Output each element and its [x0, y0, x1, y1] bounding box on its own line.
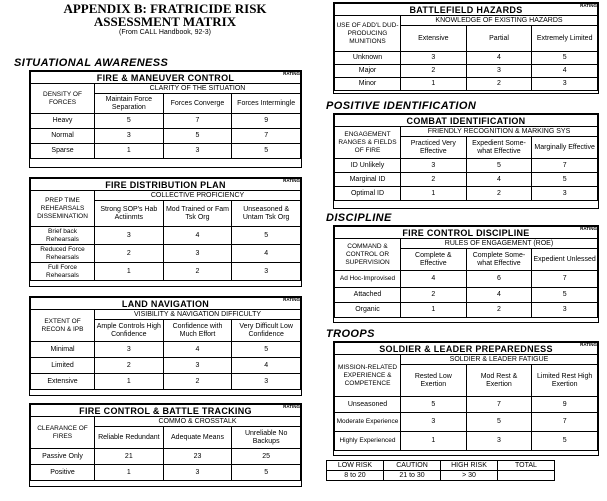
- row-label: Minor: [335, 78, 401, 91]
- rating-cell: 3: [95, 129, 164, 144]
- rating-cell: 2: [401, 173, 467, 187]
- matrix-header: SOLDIER & LEADER PREPAREDNESS: [335, 343, 598, 355]
- row-label: Passive Only: [31, 449, 95, 465]
- rating-cell: 7: [532, 413, 598, 432]
- row-label: Full Force Rehearsals: [31, 263, 95, 281]
- section-discipline: DISCIPLINE: [326, 212, 392, 224]
- column-header: Mod Trained or Fam Tsk Org: [163, 201, 232, 227]
- risk-legend: [326, 460, 555, 481]
- column-header: Unseasoned & Untam Tsk Org: [232, 201, 301, 227]
- row-label: Brief back Rehearsals: [31, 227, 95, 245]
- rating-cell: 5: [466, 413, 532, 432]
- matrix-subheader: COLLECTIVE PROFICIENCY: [95, 191, 301, 201]
- row-label: Optimal ID: [335, 187, 401, 201]
- column-header: Complete Some-what Effective: [466, 249, 532, 271]
- fire-maneuver-matrix: [29, 70, 302, 168]
- row-label: Organic: [335, 303, 401, 318]
- rating-cell: 3: [532, 303, 598, 318]
- row-label: USE OF ADD'L DUD-PRODUCING MUNITIONS: [335, 16, 401, 52]
- matrix-header: FIRE & MANEUVER CONTROL: [31, 72, 301, 84]
- rating-cell: 2: [95, 245, 164, 263]
- rating-cell: 2: [401, 65, 467, 78]
- title-line-1: APPENDIX B: FRATRICIDE RISK: [63, 1, 267, 16]
- column-header: Forces Converge: [163, 94, 232, 114]
- rating-cell: 23: [163, 449, 232, 465]
- rating-cell: 5: [401, 397, 467, 413]
- row-label: Marginal ID: [335, 173, 401, 187]
- matrix-subheader: SOLDIER & LEADER FATIGUE: [401, 355, 598, 365]
- rating-cell: 5: [232, 342, 301, 358]
- row-label: Extensive: [31, 374, 95, 390]
- rating-cell: 1: [95, 374, 164, 390]
- row-label: MISSION-RELATED EXPERIENCE & COMPETENCE: [335, 355, 401, 397]
- column-header: Strong SOP's Hab Actiinmts: [95, 201, 164, 227]
- rating-cell: 2: [163, 263, 232, 281]
- matrix-subheader: VISIBILITY & NAVIGATION DIFFICULTY: [95, 310, 301, 320]
- rating-cell: 5: [466, 159, 532, 173]
- rating-cell: 7: [532, 271, 598, 288]
- matrix-header: BATTLEFIELD HAZARDS: [335, 4, 598, 16]
- combat-identification-matrix: [333, 113, 599, 209]
- column-header: Extensive: [401, 26, 467, 52]
- rating-cell: 4: [532, 65, 598, 78]
- row-label: Heavy: [31, 114, 95, 129]
- column-header: Unreliable No Backups: [232, 427, 301, 449]
- matrix-header: FIRE CONTROL & BATTLE TRACKING: [31, 405, 301, 417]
- rating-cell: 4: [232, 245, 301, 263]
- column-header: Partial: [466, 26, 532, 52]
- fire-distribution-matrix: [29, 177, 302, 287]
- row-label: Attached: [335, 288, 401, 303]
- row-label: ID Unlikely: [335, 159, 401, 173]
- row-label: ENGAGEMENT RANGES & FIELDS OF FIRE: [335, 127, 401, 159]
- matrix-subheader: COMMO & CROSSTALK: [95, 417, 301, 427]
- legend-header-total: TOTAL: [498, 461, 555, 471]
- rating-cell: 1: [95, 465, 164, 481]
- row-label: Moderate Experience: [335, 413, 401, 432]
- rating-cell: 3: [163, 465, 232, 481]
- column-header: Complete & Effective: [401, 249, 467, 271]
- rating-cell: 3: [163, 144, 232, 159]
- rating-cell: 1: [95, 144, 164, 159]
- rating-cell: 4: [466, 173, 532, 187]
- column-header: Ample Controls High Confidence: [95, 320, 164, 342]
- rating-cell: 7: [532, 159, 598, 173]
- land-navigation-matrix: [29, 296, 302, 396]
- row-label: Normal: [31, 129, 95, 144]
- rating-cell: 5: [532, 173, 598, 187]
- rating-cell: 4: [163, 342, 232, 358]
- rating-cell: 7: [163, 114, 232, 129]
- column-header: Very Difficult Low Confidence: [232, 320, 301, 342]
- rating-cell: 3: [163, 245, 232, 263]
- matrix-subheader: RULES OF ENGAGEMENT (ROE): [401, 239, 598, 249]
- column-header: Forces Intermingle: [232, 94, 301, 114]
- row-label: COMMAND & CONTROL OR SUPERVISION: [335, 239, 401, 271]
- fire-control-discipline-matrix: [333, 225, 599, 323]
- row-label: Limited: [31, 358, 95, 374]
- column-header: Maintain Force Separation: [95, 94, 164, 114]
- row-label: CLEARANCE OF FIRES: [31, 417, 95, 449]
- row-label: PREP TIME REHEARSALS DISSEMINATION: [31, 191, 95, 227]
- row-label: Minimal: [31, 342, 95, 358]
- appendix-title: [40, 2, 290, 36]
- row-label: Ad Hoc-Improvised: [335, 271, 401, 288]
- rating-label: RATING: [580, 226, 597, 231]
- rating-cell: 5: [232, 227, 301, 245]
- column-header: Extremely Limited: [532, 26, 598, 52]
- rating-cell: 4: [232, 358, 301, 374]
- rating-cell: 3: [401, 159, 467, 173]
- rating-cell: 5: [532, 288, 598, 303]
- rating-cell: 5: [532, 52, 598, 65]
- matrix-header: LAND NAVIGATION: [31, 298, 301, 310]
- matrix-header: FIRE CONTROL DISCIPLINE: [335, 227, 598, 239]
- rating-label: RATING: [580, 3, 597, 8]
- rating-cell: 3: [232, 374, 301, 390]
- rating-cell: 5: [532, 432, 598, 451]
- column-header: Marginally Effective: [532, 137, 598, 159]
- rating-cell: 9: [232, 114, 301, 129]
- legend-value-high-risk: > 30: [441, 471, 498, 481]
- matrix-header: FIRE DISTRIBUTION PLAN: [31, 179, 301, 191]
- section-situational-awareness: SITUATIONAL AWARENESS: [14, 57, 169, 69]
- matrix-subheader: FRIENDLY RECOGNITION & MARKING SYS: [401, 127, 598, 137]
- column-header: Mod Rest & Exertion: [466, 365, 532, 397]
- rating-cell: 3: [163, 358, 232, 374]
- rating-cell: 4: [466, 288, 532, 303]
- title-source: (From CALL Handbook, 92-3): [119, 29, 211, 36]
- column-header: Rested Low Exertion: [401, 365, 467, 397]
- rating-cell: 9: [532, 397, 598, 413]
- section-troops: TROOPS: [326, 328, 375, 340]
- matrix-subheader: CLARITY OF THE SITUATION: [95, 84, 301, 94]
- column-header: Practiced Very Effective: [401, 137, 467, 159]
- rating-cell: 2: [401, 288, 467, 303]
- row-label: Sparse: [31, 144, 95, 159]
- legend-header-low-risk: LOW RISK: [327, 461, 384, 471]
- matrix-subheader: KNOWLEDGE OF EXISTING HAZARDS: [401, 16, 598, 26]
- legend-header-caution: CAUTION: [384, 461, 441, 471]
- section-positive-identification: POSITIVE IDENTIFICATION: [326, 100, 477, 112]
- row-label: EXTENT OF RECON & IPB: [31, 310, 95, 342]
- rating-cell: 4: [163, 227, 232, 245]
- legend-value-low-risk: 8 to 20: [327, 471, 384, 481]
- rating-cell: 7: [466, 397, 532, 413]
- column-header: Limited Rest High Exertion: [532, 365, 598, 397]
- rating-cell: 3: [95, 227, 164, 245]
- fire-control-tracking-matrix: [29, 403, 302, 487]
- rating-cell: 4: [401, 271, 467, 288]
- rating-cell: 2: [466, 187, 532, 201]
- rating-cell: 1: [401, 187, 467, 201]
- rating-label: RATING: [283, 297, 300, 302]
- row-label: Unknown: [335, 52, 401, 65]
- rating-cell: 4: [466, 52, 532, 65]
- legend-value-total: [498, 471, 555, 481]
- column-header: Confidence with Much Effort: [163, 320, 232, 342]
- rating-cell: 3: [466, 65, 532, 78]
- rating-cell: 2: [95, 358, 164, 374]
- matrix-header: COMBAT IDENTIFICATION: [335, 115, 598, 127]
- legend-value-caution: 21 to 30: [384, 471, 441, 481]
- rating-cell: 3: [532, 187, 598, 201]
- row-label: DENSITY OF FORCES: [31, 84, 95, 114]
- rating-cell: 5: [95, 114, 164, 129]
- rating-cell: 5: [232, 144, 301, 159]
- rating-cell: 1: [401, 78, 467, 91]
- rating-cell: 3: [532, 78, 598, 91]
- rating-cell: 2: [466, 78, 532, 91]
- rating-label: RATING: [580, 342, 597, 347]
- rating-cell: 3: [401, 413, 467, 432]
- rating-cell: 3: [95, 342, 164, 358]
- rating-cell: 7: [232, 129, 301, 144]
- column-header: Expedient Some-what Effective: [466, 137, 532, 159]
- rating-cell: 5: [163, 129, 232, 144]
- rating-cell: 3: [401, 52, 467, 65]
- rating-label: RATING: [283, 178, 300, 183]
- column-header: Reliable Redundant: [95, 427, 164, 449]
- row-label: Unseasoned: [335, 397, 401, 413]
- rating-cell: 6: [466, 271, 532, 288]
- rating-cell: 1: [401, 303, 467, 318]
- rating-cell: 21: [95, 449, 164, 465]
- battlefield-hazards-matrix: [333, 2, 599, 94]
- row-label: Major: [335, 65, 401, 78]
- column-header: Expedient Unlessed: [532, 249, 598, 271]
- rating-label: RATING: [283, 404, 300, 409]
- rating-cell: 5: [232, 465, 301, 481]
- rating-cell: 1: [95, 263, 164, 281]
- rating-label: RATING: [283, 71, 300, 76]
- rating-cell: 3: [466, 432, 532, 451]
- column-header: Adequate Means: [163, 427, 232, 449]
- rating-cell: 2: [466, 303, 532, 318]
- rating-cell: 25: [232, 449, 301, 465]
- row-label: Highly Experienced: [335, 432, 401, 451]
- rating-cell: 3: [232, 263, 301, 281]
- legend-header-high-risk: HIGH RISK: [441, 461, 498, 471]
- row-label: Positive: [31, 465, 95, 481]
- title-line-2: ASSESSMENT MATRIX: [93, 14, 237, 29]
- soldier-leader-preparedness-matrix: [333, 341, 599, 456]
- rating-cell: 1: [401, 432, 467, 451]
- rating-cell: 2: [163, 374, 232, 390]
- row-label: Reduced Force Rehearsals: [31, 245, 95, 263]
